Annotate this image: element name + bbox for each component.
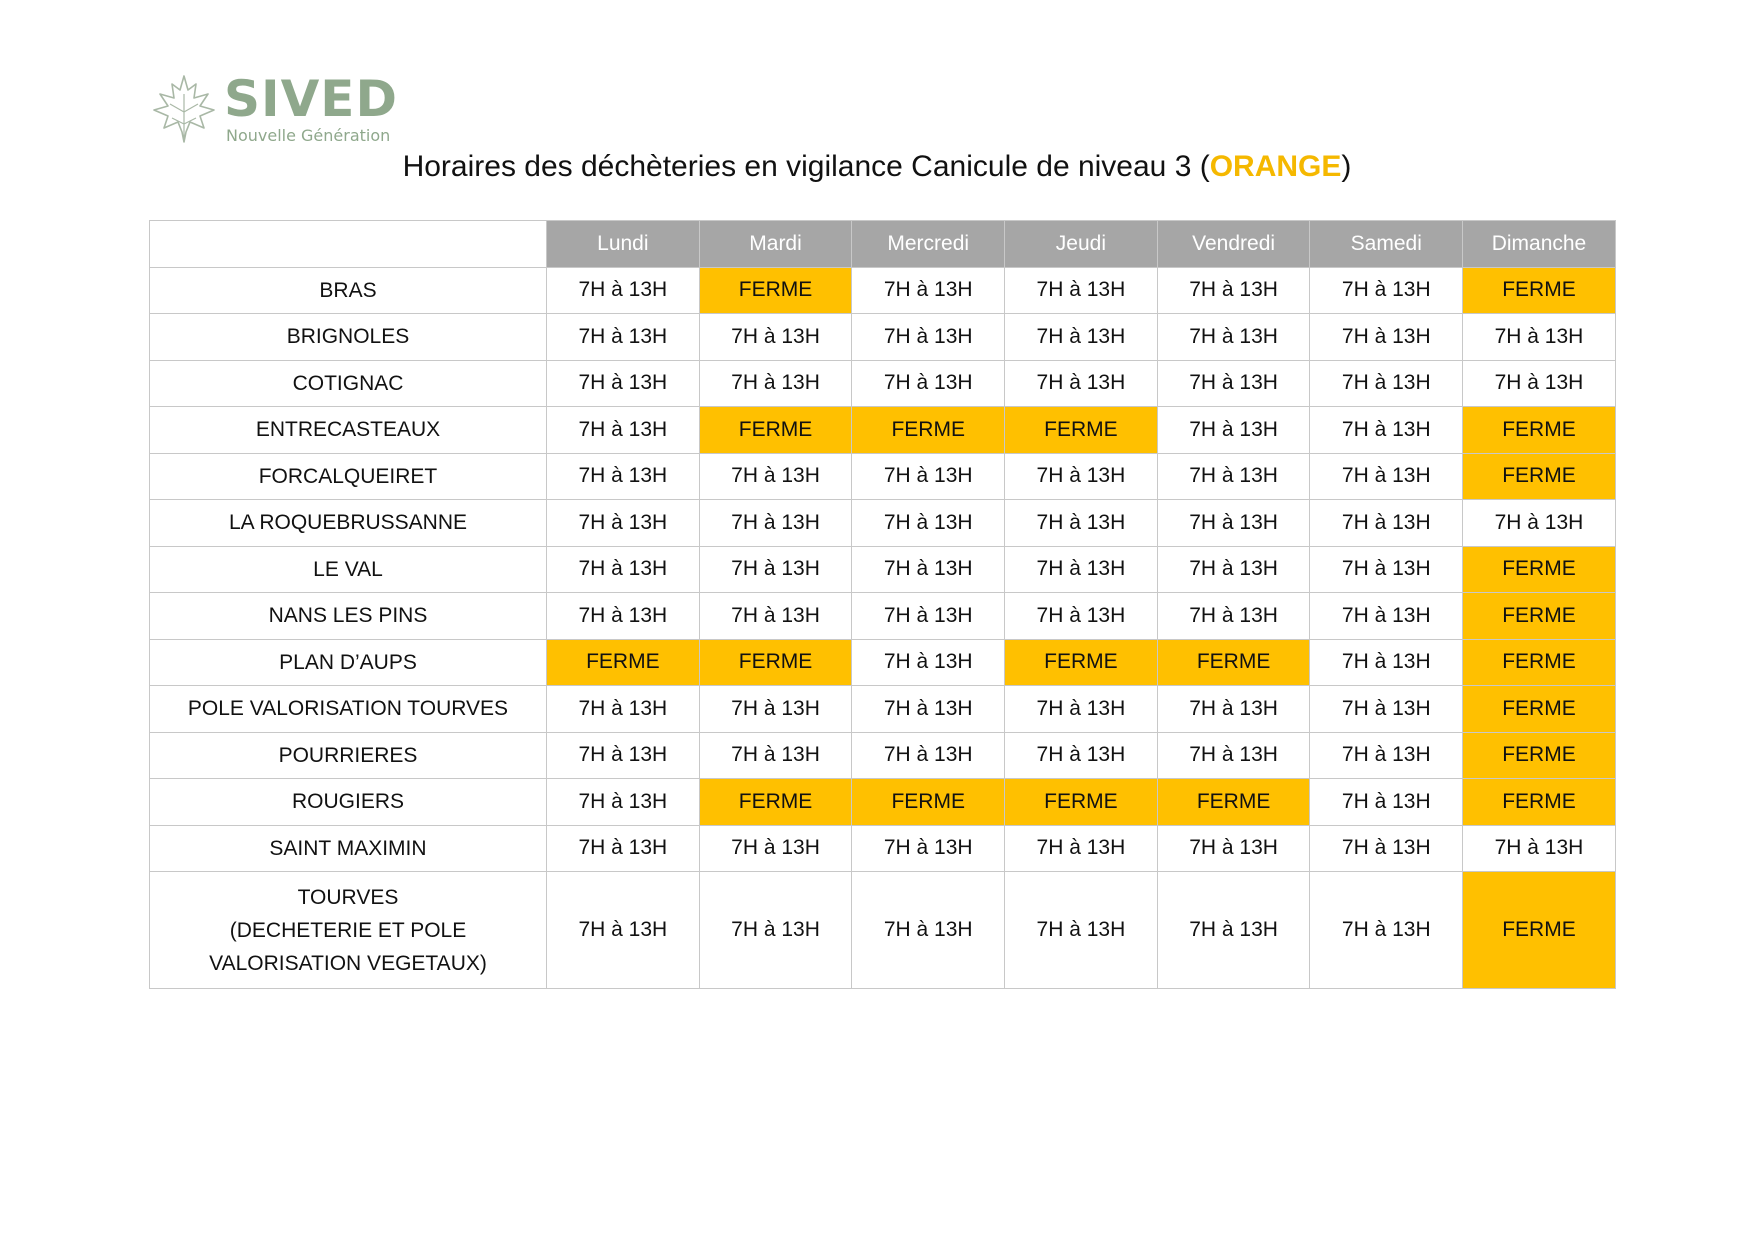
table-row bbox=[150, 686, 1616, 733]
day-header: Mardi bbox=[699, 221, 852, 268]
site-name: SAINT MAXIMIN bbox=[269, 836, 427, 860]
site-name-cell bbox=[150, 314, 547, 361]
hours-cell: 7H à 13H bbox=[547, 500, 700, 547]
hours-cell: 7H à 13H bbox=[1005, 686, 1158, 733]
hours-cell: 7H à 13H bbox=[1310, 546, 1463, 593]
hours-cell: 7H à 13H bbox=[1157, 407, 1310, 454]
title-text: Horaires des déchèteries en vigilance Canicule de niveau 3 ( bbox=[402, 150, 1210, 183]
site-name-cell bbox=[150, 779, 547, 826]
hours-cell: FERME bbox=[1463, 732, 1616, 779]
hours-cell: FERME bbox=[1463, 779, 1616, 826]
hours-cell: 7H à 13H bbox=[547, 732, 700, 779]
hours-cell: 7H à 13H bbox=[1310, 639, 1463, 686]
hours-cell: FERME bbox=[699, 639, 852, 686]
hours-cell: 7H à 13H bbox=[1005, 360, 1158, 407]
title-close: ) bbox=[1341, 150, 1352, 183]
hours-cell: FERME bbox=[852, 779, 1005, 826]
site-name: ENTRECASTEAUX bbox=[255, 418, 441, 442]
hours-cell: FERME bbox=[1005, 407, 1158, 454]
table-row bbox=[150, 825, 1616, 872]
hours-cell: 7H à 13H bbox=[1310, 360, 1463, 407]
site-name: VALORISATION VEGETAUX) bbox=[209, 951, 487, 975]
title-vigilance-level: ORANGE bbox=[1209, 150, 1342, 183]
site-name: POURRIERES bbox=[278, 743, 418, 767]
site-name: FORCALQUEIRET bbox=[258, 464, 438, 488]
hours-cell: 7H à 13H bbox=[1310, 453, 1463, 500]
day-header: Lundi bbox=[547, 221, 700, 268]
hours-cell: 7H à 13H bbox=[1157, 453, 1310, 500]
hours-cell: FERME bbox=[1157, 779, 1310, 826]
table-row bbox=[150, 500, 1616, 547]
hours-cell: FERME bbox=[1463, 872, 1616, 989]
table-row bbox=[150, 872, 1616, 989]
hours-cell: 7H à 13H bbox=[1005, 732, 1158, 779]
hours-cell: 7H à 13H bbox=[1463, 825, 1616, 872]
site-name-cell bbox=[150, 639, 547, 686]
hours-cell: 7H à 13H bbox=[699, 546, 852, 593]
site-name: LE VAL bbox=[313, 557, 383, 581]
hours-cell: 7H à 13H bbox=[852, 639, 1005, 686]
day-header: Samedi bbox=[1310, 221, 1463, 268]
hours-cell: 7H à 13H bbox=[1310, 779, 1463, 826]
hours-cell: 7H à 13H bbox=[852, 314, 1005, 361]
hours-cell: 7H à 13H bbox=[852, 453, 1005, 500]
hours-cell: 7H à 13H bbox=[1310, 314, 1463, 361]
table-row bbox=[150, 453, 1616, 500]
site-name: (DECHETERIE ET POLE bbox=[229, 918, 467, 942]
hours-cell: FERME bbox=[1005, 639, 1158, 686]
hours-cell: 7H à 13H bbox=[1157, 500, 1310, 547]
logo-text bbox=[224, 72, 398, 144]
hours-cell: 7H à 13H bbox=[1310, 732, 1463, 779]
day-header: Vendredi bbox=[1157, 221, 1310, 268]
hours-cell: 7H à 13H bbox=[852, 267, 1005, 314]
hours-cell: FERME bbox=[1005, 779, 1158, 826]
table-row bbox=[150, 407, 1616, 454]
day-header: Mercredi bbox=[852, 221, 1005, 268]
table-row bbox=[150, 267, 1616, 314]
site-name-cell bbox=[150, 407, 547, 454]
hours-cell: 7H à 13H bbox=[1005, 872, 1158, 989]
schedule-table bbox=[149, 220, 1616, 989]
hours-cell: 7H à 13H bbox=[1005, 825, 1158, 872]
hours-cell: FERME bbox=[1463, 407, 1616, 454]
hours-cell: 7H à 13H bbox=[1157, 360, 1310, 407]
hours-cell: 7H à 13H bbox=[699, 732, 852, 779]
hours-cell: 7H à 13H bbox=[547, 453, 700, 500]
hours-cell: FERME bbox=[1463, 267, 1616, 314]
hours-cell: 7H à 13H bbox=[1005, 593, 1158, 640]
maple-leaf-icon bbox=[150, 72, 218, 144]
site-name: ROUGIERS bbox=[291, 790, 404, 814]
site-name-cell bbox=[150, 453, 547, 500]
hours-cell: 7H à 13H bbox=[1310, 267, 1463, 314]
hours-cell: 7H à 13H bbox=[1157, 267, 1310, 314]
hours-cell: 7H à 13H bbox=[699, 686, 852, 733]
hours-cell: 7H à 13H bbox=[1463, 314, 1616, 361]
site-name: NANS LES PINS bbox=[268, 604, 428, 628]
hours-cell: 7H à 13H bbox=[852, 500, 1005, 547]
hours-cell: 7H à 13H bbox=[699, 825, 852, 872]
hours-cell: 7H à 13H bbox=[852, 546, 1005, 593]
hours-cell: FERME bbox=[1463, 546, 1616, 593]
hours-cell: 7H à 13H bbox=[699, 453, 852, 500]
table-row bbox=[150, 639, 1616, 686]
hours-cell: 7H à 13H bbox=[699, 872, 852, 989]
site-name-cell bbox=[150, 267, 547, 314]
hours-cell: FERME bbox=[1463, 639, 1616, 686]
hours-cell: 7H à 13H bbox=[547, 267, 700, 314]
hours-cell: FERME bbox=[1463, 453, 1616, 500]
site-name-cell bbox=[150, 546, 547, 593]
site-name: COTIGNAC bbox=[292, 371, 404, 395]
hours-cell: 7H à 13H bbox=[699, 360, 852, 407]
hours-cell: 7H à 13H bbox=[852, 825, 1005, 872]
site-name-cell bbox=[150, 593, 547, 640]
site-name-cell bbox=[150, 500, 547, 547]
site-name-cell bbox=[150, 825, 547, 872]
hours-cell: 7H à 13H bbox=[1005, 267, 1158, 314]
hours-cell: 7H à 13H bbox=[1157, 825, 1310, 872]
hours-cell: FERME bbox=[699, 779, 852, 826]
hours-cell: FERME bbox=[547, 639, 700, 686]
hours-cell: 7H à 13H bbox=[547, 546, 700, 593]
hours-cell: 7H à 13H bbox=[547, 825, 700, 872]
hours-cell: 7H à 13H bbox=[1005, 314, 1158, 361]
table-row bbox=[150, 779, 1616, 826]
hours-cell: 7H à 13H bbox=[1463, 360, 1616, 407]
hours-cell: 7H à 13H bbox=[1157, 546, 1310, 593]
logo-subtitle: Nouvelle Génération bbox=[226, 126, 391, 145]
hours-cell: 7H à 13H bbox=[852, 686, 1005, 733]
header-corner-cell bbox=[150, 221, 547, 268]
hours-cell: 7H à 13H bbox=[852, 872, 1005, 989]
hours-cell: FERME bbox=[1463, 593, 1616, 640]
hours-cell: 7H à 13H bbox=[699, 500, 852, 547]
hours-cell: 7H à 13H bbox=[699, 314, 852, 361]
hours-cell: 7H à 13H bbox=[1157, 686, 1310, 733]
hours-cell: 7H à 13H bbox=[852, 593, 1005, 640]
sived-logo bbox=[150, 72, 400, 148]
hours-cell: 7H à 13H bbox=[1005, 453, 1158, 500]
hours-cell: 7H à 13H bbox=[1005, 546, 1158, 593]
hours-cell: 7H à 13H bbox=[1157, 593, 1310, 640]
logo-name: SIVED bbox=[224, 70, 398, 128]
site-name: BRIGNOLES bbox=[286, 325, 410, 349]
site-name-cell bbox=[150, 872, 547, 989]
table-row bbox=[150, 314, 1616, 361]
day-header: Jeudi bbox=[1005, 221, 1158, 268]
site-name: POLE VALORISATION TOURVES bbox=[187, 697, 509, 721]
site-name-cell bbox=[150, 732, 547, 779]
hours-cell: FERME bbox=[1157, 639, 1310, 686]
site-name: BRAS bbox=[319, 278, 377, 302]
hours-cell: 7H à 13H bbox=[547, 407, 700, 454]
site-name: PLAN D’AUPS bbox=[279, 650, 417, 674]
table-row bbox=[150, 546, 1616, 593]
hours-cell: 7H à 13H bbox=[547, 779, 700, 826]
hours-cell: 7H à 13H bbox=[1157, 732, 1310, 779]
site-name: TOURVES bbox=[297, 885, 399, 909]
hours-cell: 7H à 13H bbox=[699, 593, 852, 640]
page-title bbox=[0, 150, 1754, 184]
hours-cell: 7H à 13H bbox=[1005, 500, 1158, 547]
hours-cell: 7H à 13H bbox=[1310, 872, 1463, 989]
hours-cell: 7H à 13H bbox=[547, 872, 700, 989]
table-row bbox=[150, 360, 1616, 407]
hours-cell: FERME bbox=[852, 407, 1005, 454]
hours-cell: 7H à 13H bbox=[1310, 593, 1463, 640]
hours-cell: FERME bbox=[699, 267, 852, 314]
hours-cell: 7H à 13H bbox=[1157, 872, 1310, 989]
hours-cell: 7H à 13H bbox=[547, 360, 700, 407]
hours-cell: 7H à 13H bbox=[1310, 500, 1463, 547]
hours-cell: 7H à 13H bbox=[1157, 314, 1310, 361]
table-row bbox=[150, 593, 1616, 640]
day-header: Dimanche bbox=[1463, 221, 1616, 268]
hours-cell: 7H à 13H bbox=[1310, 825, 1463, 872]
hours-cell: 7H à 13H bbox=[1463, 500, 1616, 547]
site-name-cell bbox=[150, 360, 547, 407]
hours-cell: FERME bbox=[1463, 686, 1616, 733]
hours-cell: 7H à 13H bbox=[547, 686, 700, 733]
hours-cell: FERME bbox=[699, 407, 852, 454]
hours-cell: 7H à 13H bbox=[547, 314, 700, 361]
hours-cell: 7H à 13H bbox=[852, 360, 1005, 407]
schedule-body bbox=[150, 267, 1616, 989]
hours-cell: 7H à 13H bbox=[1310, 686, 1463, 733]
hours-cell: 7H à 13H bbox=[547, 593, 700, 640]
site-name-cell bbox=[150, 686, 547, 733]
table-row bbox=[150, 732, 1616, 779]
site-name: LA ROQUEBRUSSANNE bbox=[228, 511, 468, 535]
hours-cell: 7H à 13H bbox=[1310, 407, 1463, 454]
hours-cell: 7H à 13H bbox=[852, 732, 1005, 779]
header-row bbox=[150, 221, 1616, 268]
